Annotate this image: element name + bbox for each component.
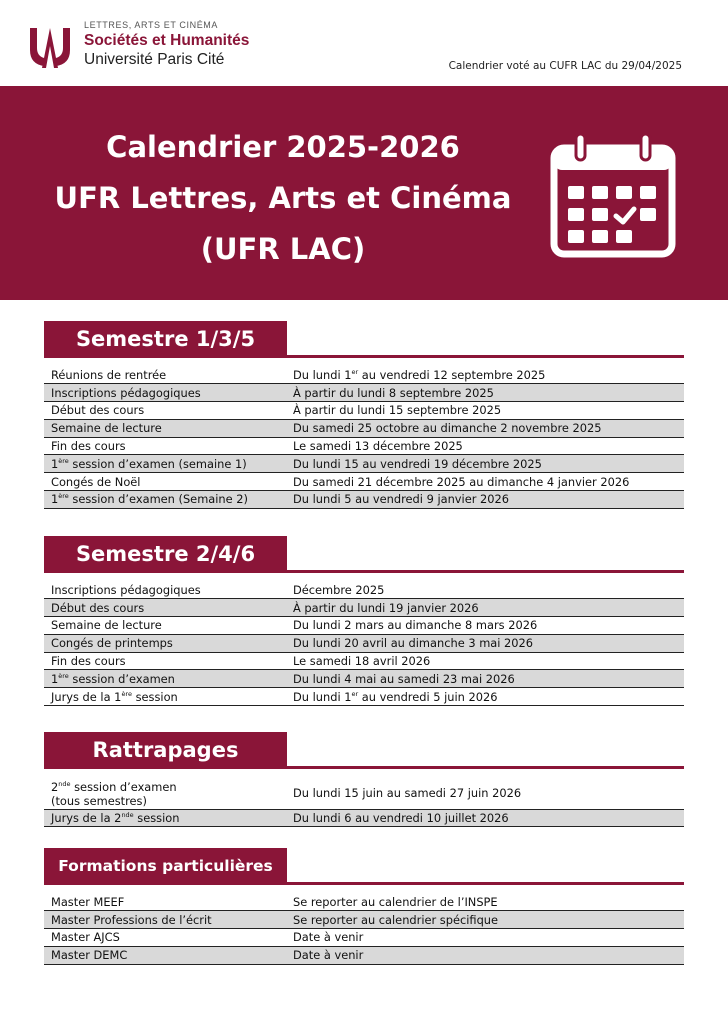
section-rattrapages [44, 732, 684, 827]
calendar-check-icon [548, 130, 678, 260]
logo-faculty: LETTRES, ARTS ET CINÉMA [84, 20, 218, 30]
table-row [44, 599, 684, 617]
section-rule [287, 882, 684, 885]
row-label: Inscriptions pédagogiques [44, 384, 286, 402]
row-value: Du lundi 4 mai au samedi 23 mai 2026 [286, 670, 684, 688]
row-label: Fin des cours [44, 652, 286, 670]
row-label: Congés de printemps [44, 634, 286, 652]
banner-title-1: Calendrier 2025-2026 [106, 130, 460, 164]
row-value: À partir du lundi 8 septembre 2025 [286, 384, 684, 402]
row-value: Le samedi 13 décembre 2025 [286, 437, 684, 455]
row-value: Du lundi 15 au vendredi 19 décembre 2025 [286, 455, 684, 473]
university-emblem-icon [26, 26, 74, 70]
table-row [44, 688, 684, 706]
row-value: Du samedi 21 décembre 2025 au dimanche 4 janvier 2026 [286, 473, 684, 491]
table-row [44, 366, 684, 384]
table-row [44, 946, 684, 964]
section-header [44, 536, 684, 573]
table-row [44, 455, 684, 473]
title-banner [0, 86, 728, 300]
row-value: À partir du lundi 15 septembre 2025 [286, 402, 684, 420]
row-value: Du lundi 6 au vendredi 10 juillet 2026 [286, 809, 684, 827]
row-value: Du lundi 1er au vendredi 12 septembre 2025 [286, 366, 684, 384]
row-label: 1ère session d’examen [44, 670, 286, 688]
table-row [44, 634, 684, 652]
section-semestre-2 [44, 536, 684, 706]
section-title: Semestre 1/3/5 [44, 321, 287, 358]
row-value: À partir du lundi 19 janvier 2026 [286, 599, 684, 617]
row-label: Semaine de lecture [44, 617, 286, 635]
logo-line-1: Sociétés et Humanités [84, 32, 250, 49]
table-row [44, 617, 684, 635]
row-label: Master AJCS [44, 929, 286, 947]
row-label: Début des cours [44, 402, 286, 420]
row-value: Date à venir [286, 946, 684, 964]
row-label: 1ère session d’examen (Semaine 2) [44, 491, 286, 509]
table-row [44, 809, 684, 827]
row-label: Jurys de la 1ère session [44, 688, 286, 706]
table-row [44, 419, 684, 437]
row-label: Master MEEF [44, 893, 286, 911]
row-label: Master DEMC [44, 946, 286, 964]
row-value: Du lundi 1er au vendredi 5 juin 2026 [286, 688, 684, 706]
table-row [44, 652, 684, 670]
section-formations [44, 848, 684, 965]
row-value: Le samedi 18 avril 2026 [286, 652, 684, 670]
section-header [44, 732, 684, 769]
row-value: Du samedi 25 octobre au dimanche 2 novembre 2025 [286, 419, 684, 437]
table-row [44, 929, 684, 947]
schedule-table [44, 366, 684, 509]
section-title: Rattrapages [44, 732, 287, 769]
banner-title-3: (UFR LAC) [200, 232, 366, 266]
logo-line-2: Université Paris Cité [84, 51, 225, 68]
table-row [44, 491, 684, 509]
table-row [44, 384, 684, 402]
section-header [44, 848, 684, 885]
section-rule [287, 766, 684, 769]
banner-title-2: UFR Lettres, Arts et Cinéma [54, 181, 512, 215]
section-semestre-1 [44, 321, 684, 509]
schedule-table [44, 777, 684, 827]
row-label: Réunions de rentrée [44, 366, 286, 384]
row-value: Du lundi 5 au vendredi 9 janvier 2026 [286, 491, 684, 509]
row-label: Inscriptions pédagogiques [44, 581, 286, 599]
table-row [44, 473, 684, 491]
row-label: Début des cours [44, 599, 286, 617]
row-value: Du lundi 2 mars au dimanche 8 mars 2026 [286, 617, 684, 635]
row-label: 2nde session d’examen (tous semestres) [44, 777, 286, 809]
table-row [44, 437, 684, 455]
schedule-table [44, 893, 684, 965]
table-row [44, 670, 684, 688]
table-row [44, 402, 684, 420]
schedule-table [44, 581, 684, 706]
table-row [44, 777, 684, 809]
row-label: Fin des cours [44, 437, 286, 455]
row-value: Se reporter au calendrier de l’INSPE [286, 893, 684, 911]
vote-note: Calendrier voté au CUFR LAC du 29/04/2025 [448, 60, 682, 72]
row-value: Décembre 2025 [286, 581, 684, 599]
section-rule [287, 570, 684, 573]
row-label: 1ère session d’examen (semaine 1) [44, 455, 286, 473]
row-label: Jurys de la 2nde session [44, 809, 286, 827]
table-row [44, 581, 684, 599]
section-header [44, 321, 684, 358]
row-label: Congés de Noël [44, 473, 286, 491]
section-title: Formations particulières [44, 848, 287, 885]
university-logo [26, 18, 286, 74]
row-label: Master Professions de l’écrit [44, 911, 286, 929]
row-value: Se reporter au calendrier spécifique [286, 911, 684, 929]
row-label: Semaine de lecture [44, 419, 286, 437]
table-row [44, 893, 684, 911]
section-rule [287, 355, 684, 358]
section-title: Semestre 2/4/6 [44, 536, 287, 573]
table-row [44, 911, 684, 929]
row-value: Date à venir [286, 929, 684, 947]
row-value: Du lundi 20 avril au dimanche 3 mai 2026 [286, 634, 684, 652]
row-value: Du lundi 15 juin au samedi 27 juin 2026 [286, 777, 684, 809]
